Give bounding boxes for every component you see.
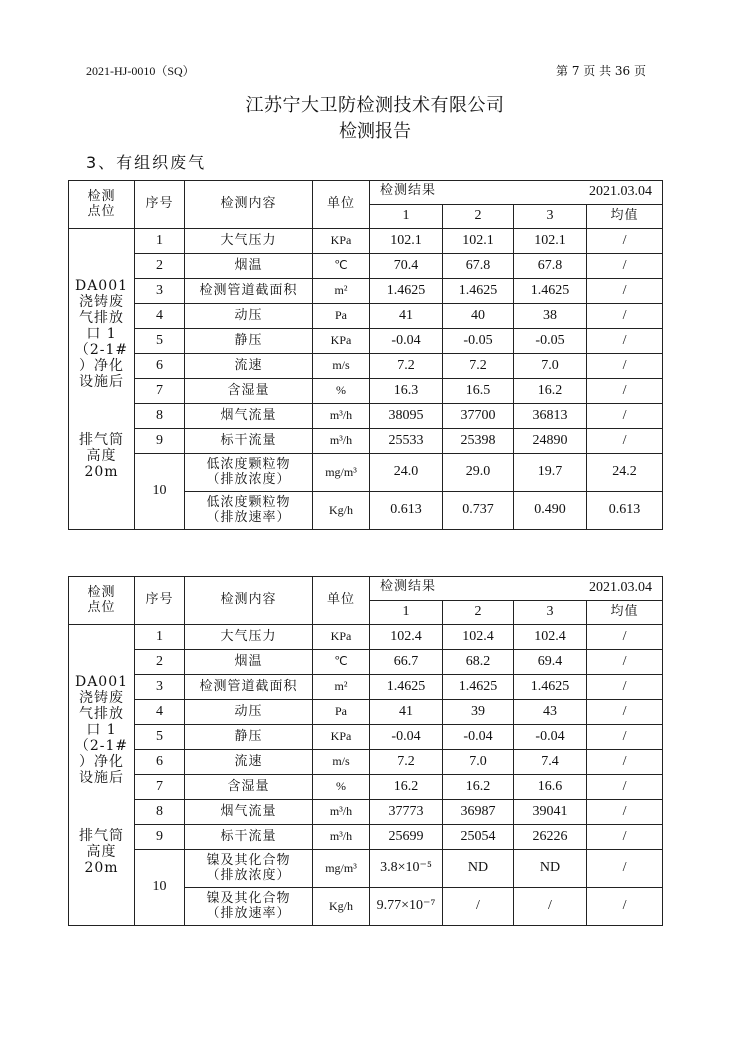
cell-v3: -0.04 <box>514 725 587 750</box>
cell-seq: 2 <box>135 650 185 675</box>
cell-v1: 16.3 <box>370 379 443 404</box>
cell-v2: 29.0 <box>443 454 514 492</box>
cell-v3: / <box>514 888 587 926</box>
cell-v3: ND <box>514 850 587 888</box>
cell-v1: 7.2 <box>370 750 443 775</box>
cell-v3: 102.4 <box>514 625 587 650</box>
point-location: DA001 浇铸废 气排放 口 1 （2-1# ）净化 设施后 <box>74 277 129 391</box>
cell-v1: 0.613 <box>370 492 443 530</box>
header-point: 检测 点位 <box>69 181 135 229</box>
cell-v3: 24890 <box>514 429 587 454</box>
cell-avg: / <box>587 675 663 700</box>
cell-unit: KPa <box>313 229 370 254</box>
measurement-table-2 <box>68 576 663 926</box>
stack-height: 排气筒 高度 20m <box>79 828 124 877</box>
cell-avg: / <box>587 750 663 775</box>
cell-seq: 1 <box>135 229 185 254</box>
cell-unit: KPa <box>313 725 370 750</box>
cell-avg: / <box>587 354 663 379</box>
cell-v3: -0.05 <box>514 329 587 354</box>
cell-unit: Kg/h <box>313 888 370 926</box>
table-row <box>69 304 663 329</box>
cell-v2: 40 <box>443 304 514 329</box>
document-id: 2021-HJ-0010（SQ） <box>86 64 195 78</box>
table-row <box>69 254 663 279</box>
measurement-table-1 <box>68 180 663 530</box>
cell-avg: / <box>587 825 663 850</box>
table-row <box>69 850 663 888</box>
cell-v2: 36987 <box>443 800 514 825</box>
cell-unit: Kg/h <box>313 492 370 530</box>
cell-seq: 6 <box>135 354 185 379</box>
company-name: 江苏宁大卫防检测技术有限公司 <box>245 95 505 116</box>
cell-avg: / <box>587 279 663 304</box>
cell-item: 镍及其化合物 （排放浓度） <box>185 850 313 888</box>
cell-item: 静压 <box>185 725 313 750</box>
table-row <box>69 750 663 775</box>
cell-v2: 37700 <box>443 404 514 429</box>
cell-item: 烟气流量 <box>185 800 313 825</box>
cell-v3: 16.6 <box>514 775 587 800</box>
cell-v1: 1.4625 <box>370 279 443 304</box>
cell-unit: ℃ <box>313 650 370 675</box>
cell-v1: 16.2 <box>370 775 443 800</box>
cell-v1: 1.4625 <box>370 675 443 700</box>
table-row <box>69 354 663 379</box>
table-row <box>69 404 663 429</box>
cell-avg: / <box>587 775 663 800</box>
cell-v1: 66.7 <box>370 650 443 675</box>
cell-seq: 8 <box>135 404 185 429</box>
page-number: 第 7 页 共 36 页 <box>556 64 646 78</box>
cell-v2: 39 <box>443 700 514 725</box>
cell-v1: 41 <box>370 304 443 329</box>
header-r2: 2 <box>443 205 514 229</box>
cell-item: 低浓度颗粒物 （排放速率） <box>185 492 313 530</box>
cell-v2: -0.05 <box>443 329 514 354</box>
cell-v2: 67.8 <box>443 254 514 279</box>
cell-v1: 3.8×10⁻⁵ <box>370 850 443 888</box>
cell-avg: / <box>587 229 663 254</box>
cell-v3: 102.1 <box>514 229 587 254</box>
cell-seq: 7 <box>135 775 185 800</box>
cell-avg: 0.613 <box>587 492 663 530</box>
cell-v2: / <box>443 888 514 926</box>
header-date: 2021.03.04 <box>589 580 653 596</box>
cell-seq: 10 <box>135 850 185 926</box>
cell-v3: 1.4625 <box>514 279 587 304</box>
cell-seq: 1 <box>135 625 185 650</box>
cell-v3: 39041 <box>514 800 587 825</box>
cell-unit: KPa <box>313 329 370 354</box>
header-r1: 1 <box>370 205 443 229</box>
cell-avg: / <box>587 404 663 429</box>
cell-seq: 3 <box>135 279 185 304</box>
cell-v2: 16.2 <box>443 775 514 800</box>
cell-v1: 37773 <box>370 800 443 825</box>
table-row <box>69 825 663 850</box>
header-content: 检测内容 <box>185 181 313 229</box>
cell-item: 镍及其化合物 （排放速率） <box>185 888 313 926</box>
cell-v1: 9.77×10⁻⁷ <box>370 888 443 926</box>
cell-item: 含湿量 <box>185 379 313 404</box>
cell-unit: m³/h <box>313 404 370 429</box>
cell-seq: 9 <box>135 825 185 850</box>
table-row <box>69 725 663 750</box>
cell-v3: 36813 <box>514 404 587 429</box>
cell-item: 流速 <box>185 354 313 379</box>
cell-v3: 7.0 <box>514 354 587 379</box>
header-r1: 1 <box>370 601 443 625</box>
table-row <box>69 775 663 800</box>
cell-v3: 16.2 <box>514 379 587 404</box>
cell-unit: m³/h <box>313 825 370 850</box>
cell-seq: 3 <box>135 675 185 700</box>
cell-unit: m³/h <box>313 800 370 825</box>
header-result-label: 检测结果 <box>380 183 437 199</box>
stack-height: 排气筒 高度 20m <box>79 432 124 481</box>
cell-avg: / <box>587 429 663 454</box>
cell-seq: 8 <box>135 800 185 825</box>
cell-avg: / <box>587 800 663 825</box>
cell-v3: 7.4 <box>514 750 587 775</box>
header-avg: 均值 <box>587 601 663 625</box>
cell-avg: / <box>587 650 663 675</box>
table-row <box>69 379 663 404</box>
cell-v3: 67.8 <box>514 254 587 279</box>
header-r3: 3 <box>514 205 587 229</box>
cell-v2: ND <box>443 850 514 888</box>
cell-unit: mg/m³ <box>313 454 370 492</box>
table-row <box>69 700 663 725</box>
cell-item: 大气压力 <box>185 625 313 650</box>
cell-unit: ℃ <box>313 254 370 279</box>
cell-item: 烟温 <box>185 254 313 279</box>
cell-v2: 0.737 <box>443 492 514 530</box>
point-location-cell <box>69 229 135 530</box>
cell-item: 标干流量 <box>185 429 313 454</box>
cell-v2: 7.2 <box>443 354 514 379</box>
cell-avg: / <box>587 329 663 354</box>
cell-v1: 41 <box>370 700 443 725</box>
cell-item: 低浓度颗粒物 （排放浓度） <box>185 454 313 492</box>
cell-v1: 102.4 <box>370 625 443 650</box>
cell-seq: 5 <box>135 725 185 750</box>
cell-seq: 10 <box>135 454 185 530</box>
cell-v3: 1.4625 <box>514 675 587 700</box>
cell-v1: 70.4 <box>370 254 443 279</box>
cell-v2: 25398 <box>443 429 514 454</box>
report-title: 检测报告 <box>339 121 411 142</box>
cell-v3: 69.4 <box>514 650 587 675</box>
cell-avg: / <box>587 379 663 404</box>
cell-seq: 4 <box>135 304 185 329</box>
cell-v2: 1.4625 <box>443 675 514 700</box>
header-unit: 单位 <box>313 577 370 625</box>
cell-v3: 19.7 <box>514 454 587 492</box>
cell-item: 烟温 <box>185 650 313 675</box>
cell-unit: m² <box>313 675 370 700</box>
table-row <box>69 454 663 492</box>
cell-v2: 16.5 <box>443 379 514 404</box>
table-row <box>69 329 663 354</box>
cell-v3: 0.490 <box>514 492 587 530</box>
header-result <box>370 577 663 601</box>
cell-unit: Pa <box>313 700 370 725</box>
cell-item: 含湿量 <box>185 775 313 800</box>
cell-unit: m² <box>313 279 370 304</box>
cell-v2: 68.2 <box>443 650 514 675</box>
cell-unit: m/s <box>313 750 370 775</box>
cell-v3: 26226 <box>514 825 587 850</box>
point-gap <box>69 390 134 432</box>
header-seq: 序号 <box>135 181 185 229</box>
cell-item: 检测管道截面积 <box>185 279 313 304</box>
cell-item: 标干流量 <box>185 825 313 850</box>
table-row <box>69 279 663 304</box>
header-content: 检测内容 <box>185 577 313 625</box>
cell-unit: mg/m³ <box>313 850 370 888</box>
cell-v2: 102.4 <box>443 625 514 650</box>
cell-v1: 25533 <box>370 429 443 454</box>
cell-item: 大气压力 <box>185 229 313 254</box>
cell-seq: 7 <box>135 379 185 404</box>
cell-seq: 2 <box>135 254 185 279</box>
cell-item: 烟气流量 <box>185 404 313 429</box>
cell-v2: 7.0 <box>443 750 514 775</box>
cell-item: 检测管道截面积 <box>185 675 313 700</box>
cell-avg: / <box>587 888 663 926</box>
header-point: 检测 点位 <box>69 577 135 625</box>
cell-v2: -0.04 <box>443 725 514 750</box>
header-avg: 均值 <box>587 205 663 229</box>
cell-v1: 38095 <box>370 404 443 429</box>
cell-avg: / <box>587 304 663 329</box>
header-result <box>370 181 663 205</box>
table-row <box>69 429 663 454</box>
header-seq: 序号 <box>135 577 185 625</box>
cell-item: 动压 <box>185 304 313 329</box>
header-r2: 2 <box>443 601 514 625</box>
point-gap <box>69 786 134 828</box>
cell-unit: KPa <box>313 625 370 650</box>
cell-seq: 9 <box>135 429 185 454</box>
point-location: DA001 浇铸废 气排放 口 1 （2-1# ）净化 设施后 <box>74 673 129 787</box>
cell-v1: -0.04 <box>370 329 443 354</box>
table-row <box>69 675 663 700</box>
cell-unit: m³/h <box>313 429 370 454</box>
cell-unit: % <box>313 379 370 404</box>
table-row <box>69 229 663 254</box>
header-unit: 单位 <box>313 181 370 229</box>
point-location-cell <box>69 625 135 926</box>
cell-avg: / <box>587 700 663 725</box>
table-row <box>69 650 663 675</box>
cell-avg: / <box>587 725 663 750</box>
cell-v1: 24.0 <box>370 454 443 492</box>
cell-seq: 5 <box>135 329 185 354</box>
cell-v2: 102.1 <box>443 229 514 254</box>
cell-v2: 25054 <box>443 825 514 850</box>
cell-item: 静压 <box>185 329 313 354</box>
cell-item: 流速 <box>185 750 313 775</box>
cell-avg: / <box>587 254 663 279</box>
cell-v3: 38 <box>514 304 587 329</box>
cell-v1: -0.04 <box>370 725 443 750</box>
cell-unit: % <box>313 775 370 800</box>
cell-v3: 43 <box>514 700 587 725</box>
header-result-label: 检测结果 <box>380 579 437 595</box>
cell-v1: 25699 <box>370 825 443 850</box>
cell-item: 动压 <box>185 700 313 725</box>
cell-unit: m/s <box>313 354 370 379</box>
header-r3: 3 <box>514 601 587 625</box>
cell-seq: 6 <box>135 750 185 775</box>
cell-v2: 1.4625 <box>443 279 514 304</box>
cell-v1: 102.1 <box>370 229 443 254</box>
cell-avg: 24.2 <box>587 454 663 492</box>
header-date: 2021.03.04 <box>589 184 653 200</box>
section-heading: 3、有组织废气 <box>86 153 207 172</box>
cell-avg: / <box>587 625 663 650</box>
cell-seq: 4 <box>135 700 185 725</box>
cell-avg: / <box>587 850 663 888</box>
cell-unit: Pa <box>313 304 370 329</box>
table-row <box>69 800 663 825</box>
table-row <box>69 625 663 650</box>
cell-v1: 7.2 <box>370 354 443 379</box>
